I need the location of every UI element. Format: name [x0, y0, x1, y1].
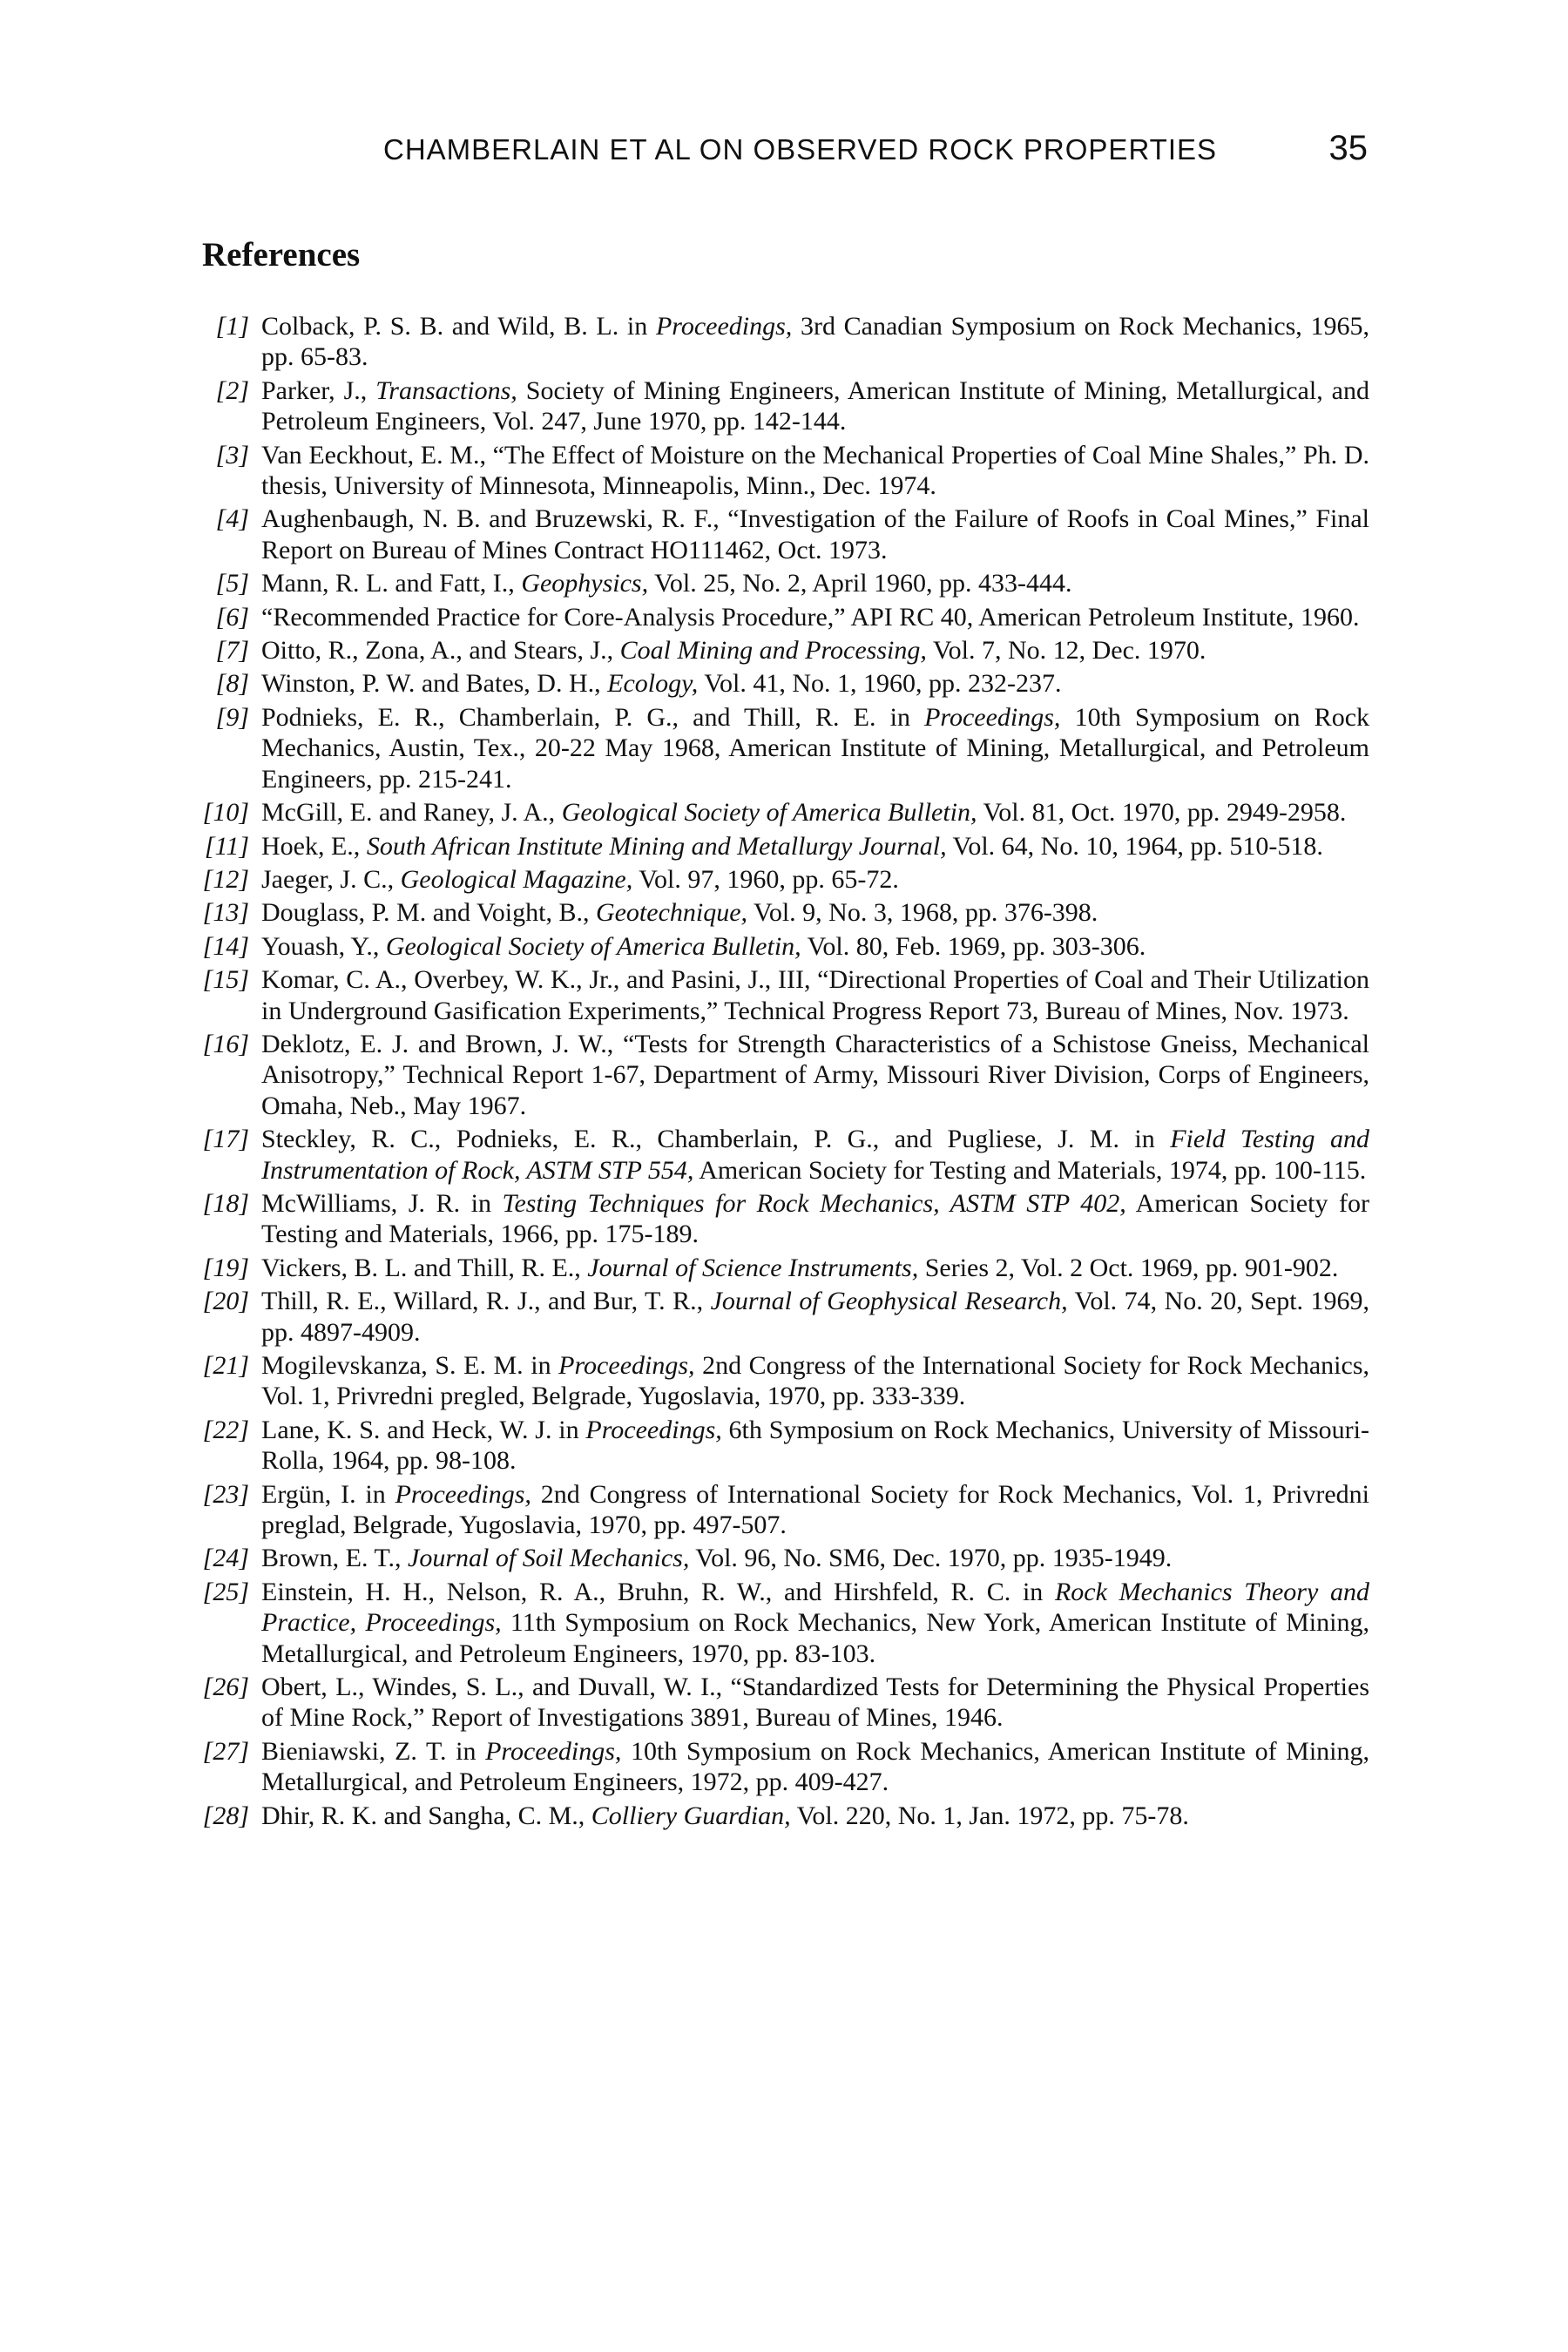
reference-text [261, 1578, 1369, 1668]
reference-italic-segment: Testing Techniques for Rock Mechanics, ASTM STP 402, [502, 1188, 1126, 1218]
reference-segment: Colback, P. S. B. and Wild, B. L. in [261, 312, 656, 341]
reference-item [202, 1124, 1369, 1186]
reference-number: [23] [202, 1479, 249, 1509]
reference-text [261, 636, 1206, 665]
reference-item [202, 1350, 1369, 1412]
reference-list [202, 311, 1369, 1834]
reference-segment: Vol. 97, 1960, pp. 65-72. [632, 864, 899, 894]
reference-segment: American Society for Testing and Materials, 1966, pp. 175-189. [261, 1188, 1369, 1249]
reference-number: [27] [202, 1736, 249, 1766]
reference-italic-segment: Geological Society of America Bulletin, [561, 798, 977, 828]
reference-item [202, 668, 1369, 699]
reference-item [202, 375, 1369, 437]
reference-segment: 2nd Congress of International Society for Rock Mechanics, Vol. 1, Privredni preglad, Belgrade, Yugoslavia, 1970, pp. 497-507. [261, 1479, 1369, 1540]
reference-segment: McGill, E. and Raney, J. A., [261, 798, 562, 828]
reference-number: [5] [215, 569, 249, 598]
reference-italic-segment: Proceedings, [655, 312, 793, 341]
reference-segment: 2nd Congress of the International Society for Rock Mechanics, Vol. 1, Privredni pregled, Belgrade, Yugoslavia, 1970, pp. 333-339. [261, 1351, 1369, 1411]
reference-text [261, 932, 1146, 961]
reference-italic-segment: Rock Mechanics Theory and Practice, Proceedings, [261, 1577, 1369, 1638]
reference-number: [2] [215, 375, 249, 405]
reference-segment: Series 2, Vol. 2 Oct. 1969, pp. 901-902. [918, 1253, 1339, 1282]
running-title: CHAMBERLAIN ET AL ON OBSERVED ROCK PROPERTIES [383, 133, 1218, 166]
reference-number: [11] [204, 831, 249, 861]
reference-item [202, 1479, 1369, 1541]
reference-text [261, 376, 1369, 436]
reference-segment: Obert, L., Windes, S. L., and Duvall, W. I., “Standardized Tests for Determining the Physical Properties of Mine Rock,” Report of Investigations 3891, Bureau of Mines, 1946. [261, 1673, 1369, 1733]
reference-italic-segment: Proceedings, [585, 1415, 722, 1444]
reference-italic-segment: Proceedings, [395, 1479, 531, 1509]
reference-italic-segment: Ecology, [607, 669, 699, 699]
reference-text [261, 1125, 1369, 1184]
reference-text [261, 1351, 1369, 1410]
reference-segment: Hoek, E., [261, 831, 367, 861]
reference-segment: Vol. 80, Feb. 1969, pp. 303-306. [801, 931, 1146, 961]
reference-italic-segment: Geophysics, [521, 569, 649, 598]
reference-text [261, 965, 1369, 1024]
reference-italic-segment: Field Testing and Instrumentation of Rock, ASTM STP 554, [261, 1125, 1369, 1185]
reference-number: [3] [215, 440, 249, 470]
reference-text [261, 603, 1360, 632]
reference-number: [9] [215, 702, 249, 732]
reference-text [261, 1416, 1369, 1475]
reference-number: [28] [202, 1801, 249, 1830]
reference-number: [20] [202, 1287, 249, 1316]
section-title: References [202, 236, 361, 274]
reference-segment: Youash, Y., [261, 931, 386, 961]
page-number: 35 [1328, 129, 1368, 167]
reference-italic-segment: Proceedings, [485, 1736, 622, 1766]
reference-item [202, 702, 1369, 794]
reference-number: [22] [202, 1415, 249, 1444]
reference-text [261, 1544, 1172, 1572]
reference-number: [6] [215, 602, 249, 632]
reference-segment: Aughenbaugh, N. B. and Bruzewski, R. F., “Investigation of the Failure of Roofs in Coal Mines,” Final Report on Bureau of Mines Contract HO111462, Oct. 1973. [261, 504, 1369, 564]
reference-text [261, 569, 1072, 598]
reference-number: [12] [202, 864, 249, 894]
reference-item [202, 1736, 1369, 1798]
reference-text [261, 1030, 1369, 1120]
reference-text [261, 1673, 1369, 1732]
reference-item [202, 1801, 1369, 1831]
reference-italic-segment: Geological Magazine, [400, 864, 633, 894]
reference-text [261, 1254, 1338, 1282]
reference-segment: Bieniawski, Z. T. in [261, 1736, 486, 1766]
reference-number: [16] [202, 1029, 249, 1058]
reference-item [202, 797, 1369, 828]
reference-italic-segment: Journal of Geophysical Research, [710, 1287, 1068, 1316]
reference-italic-segment: Geotechnique, [595, 898, 748, 928]
reference-item [202, 1188, 1369, 1250]
reference-italic-segment: Proceedings, [558, 1351, 695, 1380]
reference-segment: McWilliams, J. R. in [261, 1188, 503, 1218]
reference-segment: Vol. 74, No. 20, Sept. 1969, pp. 4897-4909. [261, 1287, 1369, 1347]
reference-number: [7] [215, 636, 249, 666]
reference-italic-segment: Journal of Soil Mechanics, [408, 1544, 690, 1573]
reference-number: [4] [215, 504, 249, 534]
reference-item [202, 897, 1369, 928]
reference-segment: Vol. 64, No. 10, 1964, pp. 510-518. [946, 831, 1323, 861]
reference-number: [8] [215, 669, 249, 699]
reference-segment: Vol. 25, No. 2, April 1960, pp. 433-444. [648, 569, 1072, 598]
reference-segment: 3rd Canadian Symposium on Rock Mechanics, 1965, pp. 65-83. [261, 312, 1369, 372]
reference-segment: “Recommended Practice for Core-Analysis Procedure,” API RC 40, American Petroleum Institute, 1960. [261, 602, 1360, 632]
reference-segment: Jaeger, J. C., [261, 864, 401, 894]
reference-italic-segment: Proceedings, [924, 702, 1061, 732]
reference-item [202, 1286, 1369, 1348]
reference-text [261, 441, 1369, 500]
reference-item [202, 311, 1369, 373]
reference-item [202, 1415, 1369, 1477]
reference-item [202, 635, 1369, 666]
reference-item [202, 440, 1369, 502]
reference-italic-segment: Geological Society of America Bulletin, [385, 931, 801, 961]
reference-segment: Vickers, B. L. and Thill, R. E., [261, 1253, 588, 1282]
reference-segment: Einstein, H. H., Nelson, R. A., Bruhn, R. W., and Hirshfeld, R. C. in [261, 1577, 1055, 1606]
reference-segment: Mann, R. L. and Fatt, I., [261, 569, 522, 598]
reference-text [261, 832, 1323, 861]
reference-segment: Podnieks, E. R., Chamberlain, P. G., and Thill, R. E. in [261, 702, 925, 732]
reference-number: [21] [202, 1351, 249, 1380]
reference-segment: Brown, E. T., [261, 1544, 409, 1573]
reference-segment: Douglass, P. M. and Voight, B., [261, 898, 596, 928]
reference-text [261, 669, 1062, 698]
reference-segment: Society of Mining Engineers, American Institute of Mining, Metallurgical, and Petroleum Engineers, Vol. 247, June 1970, pp. 142-144. [261, 375, 1369, 436]
reference-item [202, 602, 1369, 632]
reference-item [202, 964, 1369, 1026]
reference-segment: Thill, R. E., Willard, R. J., and Bur, T. R., [261, 1287, 711, 1316]
reference-number: [1] [215, 312, 249, 341]
reference-segment: Vol. 220, No. 1, Jan. 1972, pp. 75-78. [790, 1801, 1189, 1830]
reference-segment: Ergün, I. in [261, 1479, 395, 1509]
reference-segment: Vol. 7, No. 12, Dec. 1970. [926, 636, 1206, 666]
reference-segment: 6th Symposium on Rock Mechanics, University of Missouri-Rolla, 1964, pp. 98-108. [261, 1415, 1369, 1476]
reference-item [202, 931, 1369, 962]
reference-item [202, 504, 1369, 565]
reference-number: [25] [202, 1577, 249, 1606]
reference-number: [26] [202, 1673, 249, 1702]
reference-segment: Vol. 41, No. 1, 1960, pp. 232-237. [698, 669, 1062, 699]
reference-segment: Vol. 81, Oct. 1970, pp. 2949-2958. [977, 798, 1347, 828]
reference-italic-segment: Journal of Science Instruments, [587, 1253, 919, 1282]
reference-text [261, 504, 1369, 564]
reference-segment: Vol. 96, No. SM6, Dec. 1970, pp. 1935-1949. [689, 1544, 1173, 1573]
reference-number: [17] [202, 1125, 249, 1154]
reference-number: [18] [202, 1188, 249, 1218]
running-head [383, 129, 1368, 168]
reference-item [202, 1253, 1369, 1283]
reference-segment: Parker, J., [261, 375, 376, 405]
reference-text [261, 1189, 1369, 1248]
reference-segment: 10th Symposium on Rock Mechanics, Austin, Tex., 20-22 May 1968, American Institute of Mining, Metallurgical, and Petroleum Engineers, pp. 215-241. [261, 702, 1370, 794]
reference-segment: Vol. 9, No. 3, 1968, pp. 376-398. [747, 898, 1098, 928]
reference-italic-segment: Colliery Guardian, [591, 1801, 791, 1830]
reference-segment: Oitto, R., Zona, A., and Stears, J., [261, 636, 620, 666]
reference-italic-segment: Coal Mining and Processing, [619, 636, 927, 666]
reference-item [202, 1577, 1369, 1669]
reference-segment: 10th Symposium on Rock Mechanics, American Institute of Mining, Metallurgical, and Petroleum Engineers, 1972, pp. 409-427. [261, 1736, 1369, 1797]
reference-italic-segment: Transactions, [375, 375, 517, 405]
reference-number: [19] [202, 1253, 249, 1282]
reference-text [261, 1287, 1369, 1346]
reference-item [202, 568, 1369, 598]
reference-italic-segment: South African Institute Mining and Metallurgy Journal, [366, 831, 947, 861]
reference-text [261, 1737, 1369, 1796]
reference-segment: 11th Symposium on Rock Mechanics, New York, American Institute of Mining, Metallurgical, and Petroleum Engineers, 1970, pp. 83-103. [261, 1608, 1369, 1668]
reference-segment: Mogilevskanza, S. E. M. in [261, 1351, 559, 1380]
reference-segment: American Society for Testing and Materials, 1974, pp. 100-115. [693, 1155, 1367, 1185]
reference-segment: Dhir, R. K. and Sangha, C. M., [261, 1801, 591, 1830]
reference-segment: Steckley, R. C., Podnieks, E. R., Chamberlain, P. G., and Pugliese, J. M. in [261, 1125, 1171, 1154]
reference-text [261, 703, 1369, 794]
reference-number: [14] [202, 931, 249, 961]
reference-segment: Komar, C. A., Overbey, W. K., Jr., and Pasini, J., III, “Directional Properties of Coal and Their Utilization in Underground Gasification Experiments,” Technical Progress Report 73, Bureau of Mines, Nov. 1973. [261, 965, 1369, 1025]
reference-text [261, 798, 1346, 827]
reference-segment: Winston, P. W. and Bates, D. H., [261, 669, 608, 699]
reference-number: [24] [202, 1544, 249, 1573]
reference-text [261, 312, 1369, 371]
reference-text [261, 865, 899, 894]
reference-item [202, 831, 1369, 862]
reference-text [261, 1801, 1189, 1830]
reference-item [202, 1543, 1369, 1573]
reference-item [202, 1672, 1369, 1734]
reference-segment: Deklotz, E. J. and Brown, J. W., “Tests for Strength Characteristics of a Schistose Gneiss, Mechanical Anisotropy,” Technical Report 1-67, Department of Army, Missouri River Division, Corps of Engineers, Omaha, Neb., May 1967. [261, 1029, 1369, 1120]
reference-segment: Lane, K. S. and Heck, W. J. in [261, 1415, 586, 1444]
reference-item [202, 864, 1369, 895]
reference-number: [15] [202, 965, 249, 995]
reference-item [202, 1029, 1369, 1121]
reference-number: [13] [202, 898, 249, 928]
reference-number: [10] [202, 798, 249, 828]
reference-text [261, 1480, 1369, 1539]
reference-text [261, 898, 1098, 927]
reference-segment: Van Eeckhout, E. M., “The Effect of Moisture on the Mechanical Properties of Coal Mine Shales,” Ph. D. thesis, University of Minnesota, Minneapolis, Minn., Dec. 1974. [261, 440, 1369, 501]
